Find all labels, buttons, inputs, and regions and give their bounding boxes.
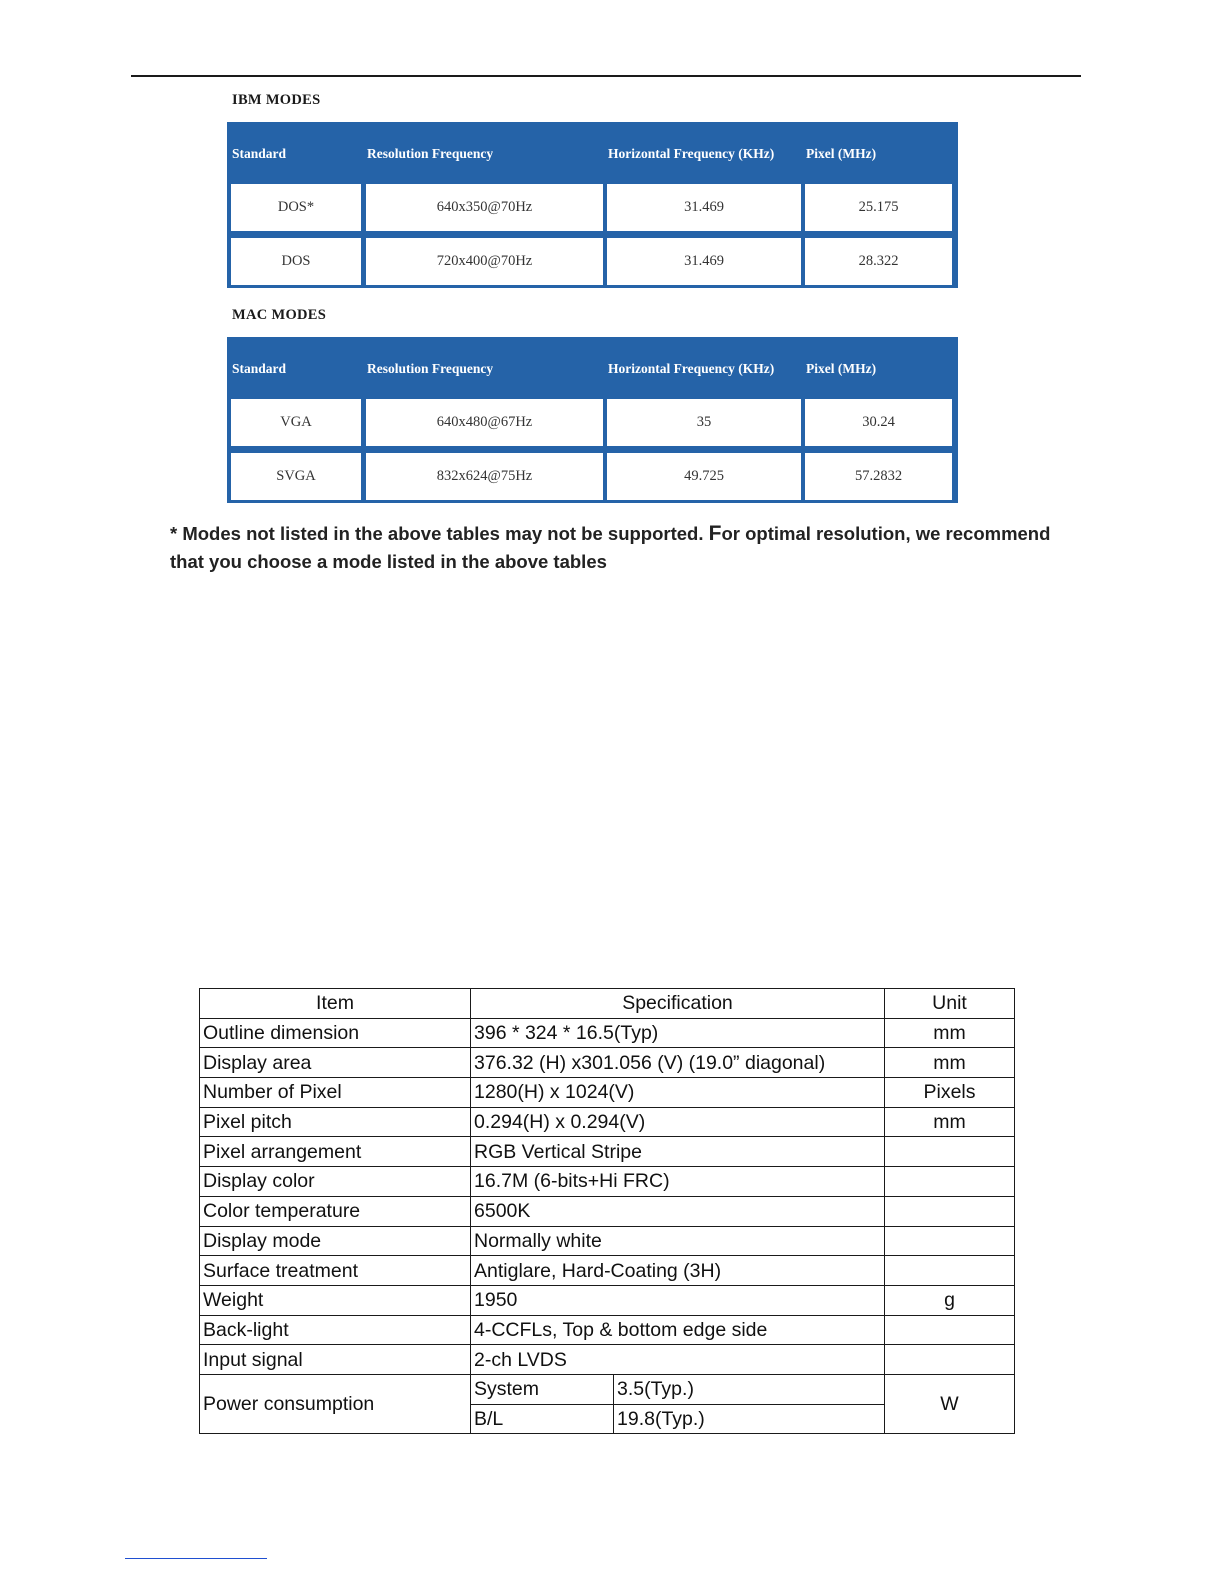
cell-pixel: 28.322 [805,238,952,285]
spec-item: Number of Pixel [200,1078,471,1108]
spec-item: Display area [200,1048,471,1078]
header-item: Item [200,989,471,1019]
cell-pixel: 25.175 [805,184,952,231]
spec-item: Pixel pitch [200,1107,471,1137]
table-row [200,1107,1015,1137]
spec-unit [885,1256,1015,1286]
ibm-modes-table [227,122,958,288]
power-system-label: System [471,1374,614,1404]
top-rule [131,75,1081,77]
table-row [200,1256,1015,1286]
header-unit: Unit [885,989,1015,1019]
spec-value: 16.7M (6-bits+Hi FRC) [471,1167,885,1197]
spec-value: 1280(H) x 1024(V) [471,1078,885,1108]
table-row [200,1226,1015,1256]
cell-resolution: 640x480@67Hz [366,399,603,446]
header-hfreq: Horizontal Frequency (KHz) [608,146,775,161]
spec-value: 0.294(H) x 0.294(V) [471,1107,885,1137]
table-row [200,1137,1015,1167]
header-resolution: Resolution Frequency [367,361,494,376]
footer-link-underline [125,1558,267,1559]
spec-item: Display color [200,1167,471,1197]
cell-standard: DOS [231,238,361,285]
mac-modes-title: MAC MODES [232,307,327,323]
spec-value: 2-ch LVDS [471,1345,885,1375]
table-row [227,395,958,449]
table-row [200,1196,1015,1226]
spec-item: Color temperature [200,1196,471,1226]
spec-unit: mm [885,1018,1015,1048]
power-bl-value: 19.8(Typ.) [614,1404,885,1434]
spec-header-row [200,989,1015,1019]
table-row-power [200,1374,1015,1404]
cell-hfreq: 35 [607,399,801,446]
header-pixel: Pixel (MHz) [806,146,877,161]
spec-unit [885,1345,1015,1375]
spec-value: RGB Vertical Stripe [471,1137,885,1167]
cell-resolution: 640x350@70Hz [366,184,603,231]
header-pixel: Pixel (MHz) [806,361,877,376]
spec-value: Antiglare, Hard-Coating (3H) [471,1256,885,1286]
power-unit: W [885,1374,1015,1433]
header-hfreq: Horizontal Frequency (KHz) [608,361,775,376]
header-standard: Standard [232,361,287,376]
table-row [200,1078,1015,1108]
header-resolution: Resolution Frequency [367,146,494,161]
table-row [200,1018,1015,1048]
spec-table [199,988,1015,1434]
cell-resolution: 832x624@75Hz [366,453,603,500]
header-specification: Specification [471,989,885,1019]
spec-value: 376.32 (H) x301.056 (V) (19.0” diagonal) [471,1048,885,1078]
spec-item: Pixel arrangement [200,1137,471,1167]
table-row [200,1315,1015,1345]
table-row [200,1345,1015,1375]
cell-hfreq: 31.469 [607,238,801,285]
footnote-part-1: * Modes not listed in the above tables may not be supported. [170,523,709,544]
spec-unit [885,1315,1015,1345]
spec-item: Display mode [200,1226,471,1256]
table-row [200,1167,1015,1197]
cell-pixel: 57.2832 [805,453,952,500]
cell-pixel: 30.24 [805,399,952,446]
footnote-line-2: that you choose a mode listed in the above tables [170,551,607,572]
spec-value: Normally white [471,1226,885,1256]
power-bl-label: B/L [471,1404,614,1434]
power-system-value: 3.5(Typ.) [614,1374,885,1404]
spec-value: 1950 [471,1285,885,1315]
footnote-f: F [708,522,722,545]
spec-unit [885,1196,1015,1226]
footnote-part-2: or optimal resolution, we recommend [721,523,1051,544]
spec-unit [885,1167,1015,1197]
table-header [227,337,958,395]
mac-modes-table [227,337,958,503]
spec-unit [885,1226,1015,1256]
spec-unit: Pixels [885,1078,1015,1108]
spec-unit [885,1137,1015,1167]
cell-hfreq: 31.469 [607,184,801,231]
cell-standard: DOS* [231,184,361,231]
spec-item: Back-light [200,1315,471,1345]
spec-item-power: Power consumption [200,1374,471,1433]
table-row [200,1285,1015,1315]
table-header [227,122,958,180]
spec-unit: g [885,1285,1015,1315]
spec-item: Weight [200,1285,471,1315]
table-row [227,180,958,234]
modes-footnote [170,520,1070,576]
spec-value: 4-CCFLs, Top & bottom edge side [471,1315,885,1345]
cell-standard: SVGA [231,453,361,500]
spec-value: 396 * 324 * 16.5(Typ) [471,1018,885,1048]
cell-hfreq: 49.725 [607,453,801,500]
table-row [200,1048,1015,1078]
cell-resolution: 720x400@70Hz [366,238,603,285]
table-row [227,234,958,288]
spec-item: Input signal [200,1345,471,1375]
spec-item: Outline dimension [200,1018,471,1048]
ibm-modes-title: IBM MODES [232,92,321,108]
spec-value: 6500K [471,1196,885,1226]
header-standard: Standard [232,146,287,161]
spec-item: Surface treatment [200,1256,471,1286]
table-row [227,449,958,503]
spec-unit: mm [885,1107,1015,1137]
cell-standard: VGA [231,399,361,446]
spec-unit: mm [885,1048,1015,1078]
footnote-line-1 [170,520,1070,548]
